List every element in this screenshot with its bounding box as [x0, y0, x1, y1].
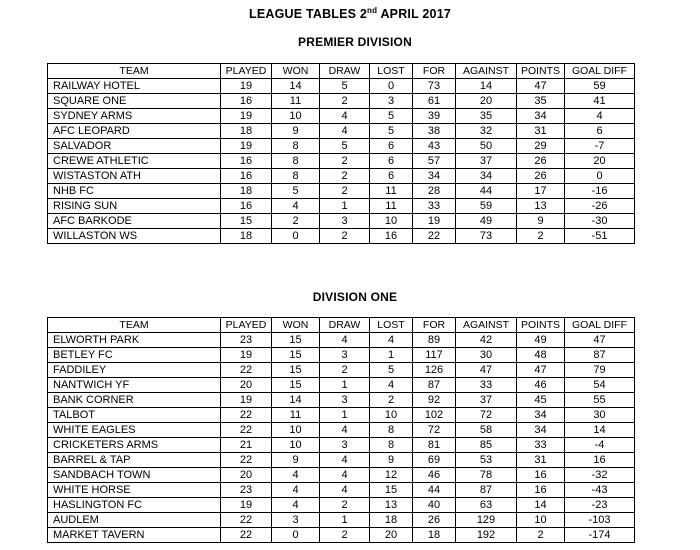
played-cell: 22	[221, 453, 272, 468]
goal-diff-cell: 30	[565, 408, 635, 423]
table-row	[48, 214, 635, 229]
column-header-goal-diff: GOAL DIFF	[565, 318, 635, 333]
column-header-won: WON	[272, 318, 320, 333]
table-header-row	[48, 318, 635, 333]
goal-diff-cell: -7	[565, 139, 635, 154]
won-cell: 2	[272, 214, 320, 229]
goal-diff-cell: -43	[565, 483, 635, 498]
points-cell: 47	[517, 79, 565, 94]
draw-cell: 1	[320, 513, 370, 528]
for-cell: 28	[413, 184, 456, 199]
lost-cell: 5	[370, 124, 413, 139]
table-row	[48, 199, 635, 214]
lost-cell: 20	[370, 528, 413, 543]
goal-diff-cell: -51	[565, 229, 635, 244]
against-cell: 49	[456, 214, 517, 229]
column-header-lost: LOST	[370, 318, 413, 333]
played-cell: 16	[221, 154, 272, 169]
played-cell: 23	[221, 483, 272, 498]
goal-diff-cell: 0	[565, 169, 635, 184]
for-cell: 44	[413, 483, 456, 498]
draw-cell: 5	[320, 139, 370, 154]
for-cell: 92	[413, 393, 456, 408]
against-cell: 37	[456, 154, 517, 169]
points-cell: 31	[517, 453, 565, 468]
against-cell: 34	[456, 169, 517, 184]
for-cell: 46	[413, 468, 456, 483]
goal-diff-cell: -32	[565, 468, 635, 483]
won-cell: 0	[272, 229, 320, 244]
played-cell: 16	[221, 199, 272, 214]
goal-diff-cell: 87	[565, 348, 635, 363]
played-cell: 18	[221, 184, 272, 199]
played-cell: 19	[221, 348, 272, 363]
table-row	[48, 154, 635, 169]
draw-cell: 4	[320, 124, 370, 139]
premier-division-heading: PREMIER DIVISION	[298, 35, 412, 49]
against-cell: 129	[456, 513, 517, 528]
for-cell: 126	[413, 363, 456, 378]
points-cell: 16	[517, 483, 565, 498]
draw-cell: 2	[320, 184, 370, 199]
table-row	[48, 498, 635, 513]
for-cell: 69	[413, 453, 456, 468]
draw-cell: 1	[320, 378, 370, 393]
table-row	[48, 229, 635, 244]
page-title: LEAGUE TABLES 2nd APRIL 2017	[248, 6, 451, 22]
lost-cell: 6	[370, 169, 413, 184]
draw-cell: 2	[320, 528, 370, 543]
column-header-won: WON	[272, 64, 320, 79]
against-cell: 73	[456, 229, 517, 244]
against-cell: 20	[456, 94, 517, 109]
team-cell: CREWE ATHLETIC	[48, 154, 221, 169]
goal-diff-cell: 6	[565, 124, 635, 139]
against-cell: 58	[456, 423, 517, 438]
for-cell: 117	[413, 348, 456, 363]
draw-cell: 4	[320, 468, 370, 483]
for-cell: 18	[413, 528, 456, 543]
lost-cell: 13	[370, 498, 413, 513]
column-header-points: POINTS	[517, 64, 565, 79]
played-cell: 22	[221, 528, 272, 543]
team-cell: SQUARE ONE	[48, 94, 221, 109]
for-cell: 38	[413, 124, 456, 139]
column-header-played: PLAYED	[221, 64, 272, 79]
draw-cell: 2	[320, 363, 370, 378]
lost-cell: 6	[370, 154, 413, 169]
for-cell: 19	[413, 214, 456, 229]
for-cell: 81	[413, 438, 456, 453]
goal-diff-cell: 4	[565, 109, 635, 124]
won-cell: 8	[272, 154, 320, 169]
for-cell: 40	[413, 498, 456, 513]
won-cell: 8	[272, 169, 320, 184]
against-cell: 44	[456, 184, 517, 199]
won-cell: 15	[272, 348, 320, 363]
lost-cell: 1	[370, 348, 413, 363]
for-cell: 26	[413, 513, 456, 528]
won-cell: 9	[272, 124, 320, 139]
goal-diff-cell: -103	[565, 513, 635, 528]
column-header-for: FOR	[413, 318, 456, 333]
column-header-lost: LOST	[370, 64, 413, 79]
table-row	[48, 94, 635, 109]
team-cell: HASLINGTON FC	[48, 498, 221, 513]
won-cell: 15	[272, 378, 320, 393]
table-row	[48, 453, 635, 468]
table-row	[48, 483, 635, 498]
for-cell: 22	[413, 229, 456, 244]
goal-diff-cell: 14	[565, 423, 635, 438]
won-cell: 8	[272, 139, 320, 154]
for-cell: 57	[413, 154, 456, 169]
table-row	[48, 378, 635, 393]
for-cell: 102	[413, 408, 456, 423]
lost-cell: 15	[370, 483, 413, 498]
goal-diff-cell: -174	[565, 528, 635, 543]
draw-cell: 4	[320, 483, 370, 498]
table-row	[48, 408, 635, 423]
for-cell: 87	[413, 378, 456, 393]
draw-cell: 2	[320, 229, 370, 244]
team-cell: BANK CORNER	[48, 393, 221, 408]
lost-cell: 3	[370, 94, 413, 109]
won-cell: 4	[272, 483, 320, 498]
team-cell: WILLASTON WS	[48, 229, 221, 244]
table-row	[48, 139, 635, 154]
against-cell: 14	[456, 79, 517, 94]
draw-cell: 4	[320, 333, 370, 348]
against-cell: 37	[456, 393, 517, 408]
points-cell: 46	[517, 378, 565, 393]
lost-cell: 0	[370, 79, 413, 94]
won-cell: 5	[272, 184, 320, 199]
lost-cell: 8	[370, 438, 413, 453]
won-cell: 11	[272, 94, 320, 109]
team-cell: RISING SUN	[48, 199, 221, 214]
points-cell: 48	[517, 348, 565, 363]
points-cell: 10	[517, 513, 565, 528]
lost-cell: 10	[370, 408, 413, 423]
against-cell: 192	[456, 528, 517, 543]
won-cell: 10	[272, 423, 320, 438]
played-cell: 23	[221, 333, 272, 348]
for-cell: 34	[413, 169, 456, 184]
won-cell: 15	[272, 333, 320, 348]
lost-cell: 18	[370, 513, 413, 528]
table-row	[48, 363, 635, 378]
team-cell: SALVADOR	[48, 139, 221, 154]
goal-diff-cell: 47	[565, 333, 635, 348]
goal-diff-cell: 59	[565, 79, 635, 94]
against-cell: 32	[456, 124, 517, 139]
points-cell: 26	[517, 169, 565, 184]
table-row	[48, 333, 635, 348]
table-row	[48, 124, 635, 139]
table-row	[48, 468, 635, 483]
against-cell: 72	[456, 408, 517, 423]
column-header-points: POINTS	[517, 318, 565, 333]
points-cell: 35	[517, 94, 565, 109]
for-cell: 73	[413, 79, 456, 94]
draw-cell: 1	[320, 199, 370, 214]
against-cell: 30	[456, 348, 517, 363]
lost-cell: 5	[370, 363, 413, 378]
played-cell: 19	[221, 498, 272, 513]
team-cell: FADDILEY	[48, 363, 221, 378]
table-row	[48, 348, 635, 363]
points-cell: 9	[517, 214, 565, 229]
team-cell: WISTASTON ATH	[48, 169, 221, 184]
column-header-against: AGAINST	[456, 64, 517, 79]
lost-cell: 12	[370, 468, 413, 483]
team-cell: NHB FC	[48, 184, 221, 199]
goal-diff-cell: 79	[565, 363, 635, 378]
points-cell: 33	[517, 438, 565, 453]
played-cell: 19	[221, 109, 272, 124]
column-header-goal-diff: GOAL DIFF	[565, 64, 635, 79]
draw-cell: 3	[320, 214, 370, 229]
draw-cell: 3	[320, 393, 370, 408]
points-cell: 31	[517, 124, 565, 139]
points-cell: 34	[517, 408, 565, 423]
team-cell: MARKET TAVERN	[48, 528, 221, 543]
played-cell: 20	[221, 378, 272, 393]
for-cell: 89	[413, 333, 456, 348]
won-cell: 11	[272, 408, 320, 423]
against-cell: 33	[456, 378, 517, 393]
column-header-played: PLAYED	[221, 318, 272, 333]
lost-cell: 11	[370, 184, 413, 199]
draw-cell: 4	[320, 423, 370, 438]
played-cell: 19	[221, 139, 272, 154]
goal-diff-cell: 16	[565, 453, 635, 468]
played-cell: 18	[221, 124, 272, 139]
column-header-for: FOR	[413, 64, 456, 79]
played-cell: 16	[221, 169, 272, 184]
won-cell: 3	[272, 513, 320, 528]
team-cell: WHITE HORSE	[48, 483, 221, 498]
won-cell: 10	[272, 109, 320, 124]
table-header-row	[48, 64, 635, 79]
points-cell: 49	[517, 333, 565, 348]
goal-diff-cell: 55	[565, 393, 635, 408]
won-cell: 9	[272, 453, 320, 468]
team-cell: SYDNEY ARMS	[48, 109, 221, 124]
draw-cell: 4	[320, 109, 370, 124]
team-cell: SANDBACH TOWN	[48, 468, 221, 483]
lost-cell: 11	[370, 199, 413, 214]
goal-diff-cell: 20	[565, 154, 635, 169]
team-cell: NANTWICH YF	[48, 378, 221, 393]
column-header-draw: DRAW	[320, 318, 370, 333]
points-cell: 45	[517, 393, 565, 408]
won-cell: 4	[272, 199, 320, 214]
played-cell: 22	[221, 408, 272, 423]
goal-diff-cell: -30	[565, 214, 635, 229]
points-cell: 14	[517, 498, 565, 513]
draw-cell: 4	[320, 453, 370, 468]
points-cell: 29	[517, 139, 565, 154]
against-cell: 59	[456, 199, 517, 214]
against-cell: 35	[456, 109, 517, 124]
table-row	[48, 184, 635, 199]
team-cell: BARREL & TAP	[48, 453, 221, 468]
draw-cell: 5	[320, 79, 370, 94]
points-cell: 47	[517, 363, 565, 378]
won-cell: 4	[272, 498, 320, 513]
against-cell: 87	[456, 483, 517, 498]
team-cell: RAILWAY HOTEL	[48, 79, 221, 94]
draw-cell: 2	[320, 169, 370, 184]
draw-cell: 2	[320, 498, 370, 513]
table-row	[48, 79, 635, 94]
lost-cell: 9	[370, 453, 413, 468]
draw-cell: 1	[320, 408, 370, 423]
lost-cell: 10	[370, 214, 413, 229]
team-cell: CRICKETERS ARMS	[48, 438, 221, 453]
column-header-team: TEAM	[48, 64, 221, 79]
points-cell: 13	[517, 199, 565, 214]
points-cell: 34	[517, 423, 565, 438]
lost-cell: 5	[370, 109, 413, 124]
played-cell: 19	[221, 393, 272, 408]
lost-cell: 8	[370, 423, 413, 438]
draw-cell: 3	[320, 438, 370, 453]
goal-diff-cell: -26	[565, 199, 635, 214]
won-cell: 4	[272, 468, 320, 483]
against-cell: 50	[456, 139, 517, 154]
for-cell: 39	[413, 109, 456, 124]
won-cell: 14	[272, 79, 320, 94]
team-cell: AFC BARKODE	[48, 214, 221, 229]
against-cell: 85	[456, 438, 517, 453]
lost-cell: 2	[370, 393, 413, 408]
table-row	[48, 169, 635, 184]
against-cell: 42	[456, 333, 517, 348]
won-cell: 10	[272, 438, 320, 453]
against-cell: 78	[456, 468, 517, 483]
played-cell: 20	[221, 468, 272, 483]
played-cell: 22	[221, 363, 272, 378]
won-cell: 0	[272, 528, 320, 543]
division-one-table	[47, 317, 635, 543]
draw-cell: 3	[320, 348, 370, 363]
played-cell: 18	[221, 229, 272, 244]
points-cell: 16	[517, 468, 565, 483]
draw-cell: 2	[320, 154, 370, 169]
for-cell: 72	[413, 423, 456, 438]
table-row	[48, 423, 635, 438]
goal-diff-cell: -16	[565, 184, 635, 199]
team-cell: ELWORTH PARK	[48, 333, 221, 348]
points-cell: 2	[517, 528, 565, 543]
lost-cell: 4	[370, 333, 413, 348]
played-cell: 21	[221, 438, 272, 453]
table-row	[48, 109, 635, 124]
against-cell: 53	[456, 453, 517, 468]
for-cell: 61	[413, 94, 456, 109]
team-cell: AFC LEOPARD	[48, 124, 221, 139]
points-cell: 34	[517, 109, 565, 124]
won-cell: 14	[272, 393, 320, 408]
played-cell: 16	[221, 94, 272, 109]
played-cell: 22	[221, 513, 272, 528]
team-cell: WHITE EAGLES	[48, 423, 221, 438]
team-cell: BETLEY FC	[48, 348, 221, 363]
division-one-heading: DIVISION ONE	[312, 290, 398, 304]
table-row	[48, 393, 635, 408]
for-cell: 43	[413, 139, 456, 154]
played-cell: 22	[221, 423, 272, 438]
table-row	[48, 513, 635, 528]
points-cell: 2	[517, 229, 565, 244]
lost-cell: 6	[370, 139, 413, 154]
played-cell: 15	[221, 214, 272, 229]
points-cell: 26	[517, 154, 565, 169]
column-header-draw: DRAW	[320, 64, 370, 79]
goal-diff-cell: -23	[565, 498, 635, 513]
draw-cell: 2	[320, 94, 370, 109]
goal-diff-cell: 54	[565, 378, 635, 393]
against-cell: 63	[456, 498, 517, 513]
column-header-team: TEAM	[48, 318, 221, 333]
played-cell: 19	[221, 79, 272, 94]
team-cell: TALBOT	[48, 408, 221, 423]
against-cell: 47	[456, 363, 517, 378]
table-row	[48, 438, 635, 453]
goal-diff-cell: -4	[565, 438, 635, 453]
table-row	[48, 528, 635, 543]
team-cell: AUDLEM	[48, 513, 221, 528]
won-cell: 15	[272, 363, 320, 378]
column-header-against: AGAINST	[456, 318, 517, 333]
lost-cell: 16	[370, 229, 413, 244]
for-cell: 33	[413, 199, 456, 214]
goal-diff-cell: 41	[565, 94, 635, 109]
lost-cell: 4	[370, 378, 413, 393]
points-cell: 17	[517, 184, 565, 199]
premier-division-table	[47, 63, 635, 244]
